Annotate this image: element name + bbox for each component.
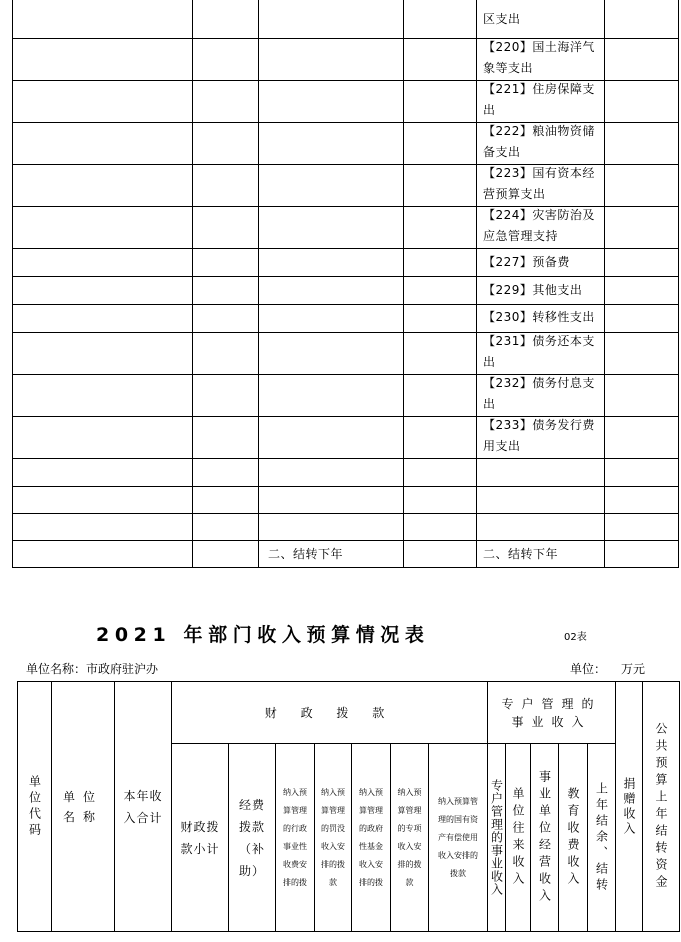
expense-item: 【224】灾害防治及应急管理支持	[483, 208, 595, 243]
col-funding-label: 经费拨款（补助）	[238, 797, 265, 878]
col-funding	[229, 744, 275, 931]
expense-item: 【222】粮油物资储备支出	[483, 124, 595, 159]
col-unit-transfer-label: 单位往来收入	[511, 786, 525, 889]
group-fiscal-appropriation	[172, 682, 487, 743]
col-fines	[315, 744, 351, 931]
col-business-income-label: 事业单位经营收入	[537, 769, 552, 906]
col-education-fee-label: 教育收费收入	[566, 786, 580, 889]
col-special-account-income-label: 专户管理的事业收入	[489, 779, 504, 896]
carry-forward-label: 二、结转下年	[483, 547, 559, 561]
unit-label: 单位：	[570, 662, 607, 676]
col-total-income-label: 本年收入合计	[123, 788, 163, 825]
form-number: 02表	[564, 632, 587, 643]
expense-item: 区支出	[483, 12, 521, 26]
unit-name: 单位名称：市政府驻沪办	[26, 662, 159, 676]
col-unit-name	[52, 682, 114, 931]
col-fiscal-subtotal-label: 财政拨款小计	[180, 819, 220, 856]
expense-item: 【220】国土海洋气象等支出	[483, 40, 595, 75]
col-unit-name-label: 单位名称	[63, 789, 104, 824]
col-state-asset-label: 纳入预算管理的国有资产有偿使用收入安排的拨款	[438, 796, 478, 878]
col-donation	[616, 682, 642, 931]
group-special-account	[488, 682, 615, 743]
col-total-income	[115, 682, 171, 931]
col-public-budget-carry-label: 公共预算上年结转资金	[654, 721, 668, 892]
col-gov-fund	[352, 744, 390, 931]
col-special-income-label: 纳入预算管理的专项收入安排的拨款	[397, 787, 422, 887]
page-title: 2021 年部门收入预算情况表	[96, 624, 430, 646]
group-fiscal-label: 财 政 拨 款	[264, 706, 395, 720]
col-donation-label: 捐赠收入	[622, 776, 636, 837]
expense-item: 【230】转移性支出	[483, 310, 595, 324]
col-unit-transfer	[506, 744, 530, 931]
col-education-fee	[559, 744, 587, 931]
col-admin-fees-label: 纳入预算管理的行政事业性收费安排的拨	[283, 787, 307, 887]
col-unit-code	[18, 682, 51, 931]
col-fines-label: 纳入预算管理的罚没收入安排的拨款	[321, 787, 345, 887]
col-prior-balance	[588, 744, 615, 931]
expense-item: 【231】债务还本支出	[483, 334, 595, 369]
col-prior-balance-label: 上年结余、结转	[594, 781, 609, 894]
col-special-account-income	[488, 744, 505, 931]
expense-item: 【223】国有资本经营预算支出	[483, 166, 595, 201]
col-admin-fees	[276, 744, 314, 931]
col-public-budget-carry	[643, 682, 679, 931]
carry-forward-label: 二、结转下年	[268, 547, 344, 561]
col-unit-code-label: 单位代码	[27, 774, 42, 839]
col-gov-fund-label: 纳入预算管理的政府性基金收入安排的拨	[359, 787, 383, 887]
col-business-income	[531, 744, 558, 931]
col-state-asset	[429, 744, 487, 931]
col-special-income	[391, 744, 428, 931]
group-special-account-label: 专户管理的事业收入	[501, 696, 602, 729]
expense-item: 【232】债务付息支出	[483, 376, 595, 411]
unit-value: 万元	[621, 662, 646, 676]
col-fiscal-subtotal	[172, 744, 228, 931]
expense-item: 【221】住房保障支出	[483, 82, 595, 117]
expense-item: 【229】其他支出	[483, 283, 583, 297]
expense-item: 【227】预备费	[483, 255, 570, 269]
expense-item: 【233】债务发行费用支出	[483, 418, 595, 453]
